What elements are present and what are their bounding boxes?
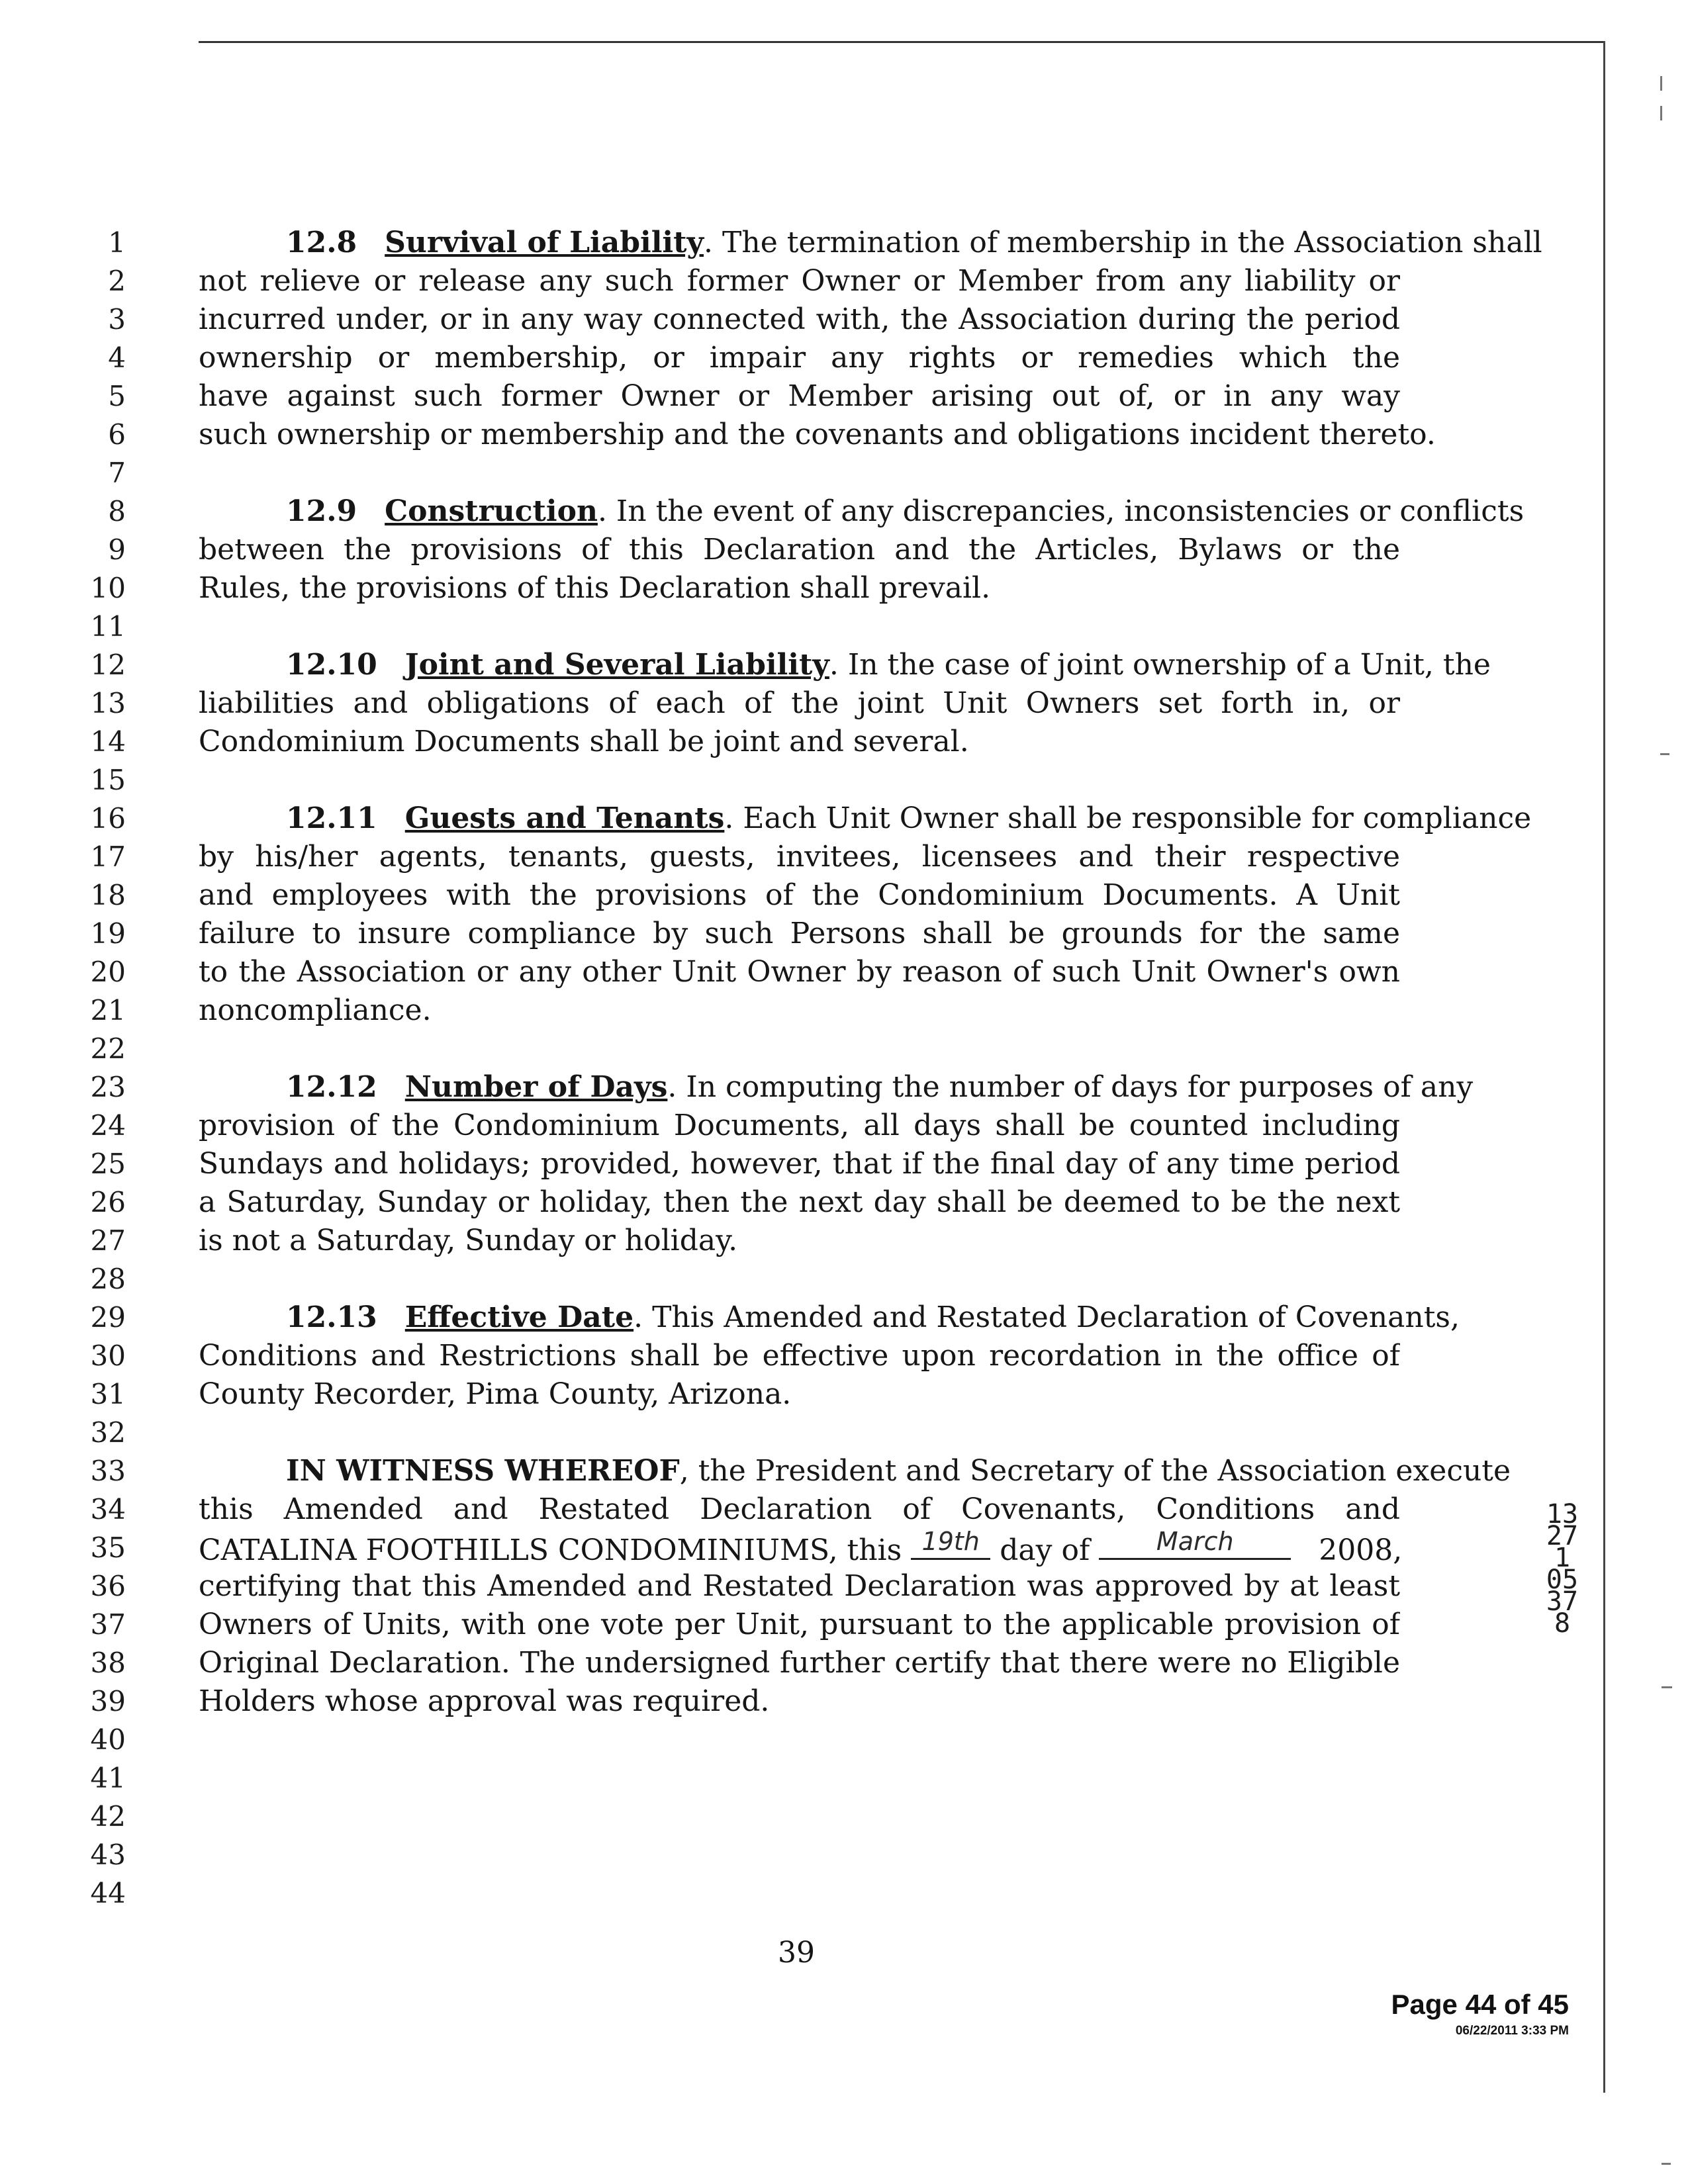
line-number: 20 [90,956,126,988]
recorder-datetime-stamp: 06/22/2011 3:33 PM [1455,2024,1569,2038]
line-number: 15 [90,764,126,796]
body-text-line: by his/her agents, tenants, guests, invitees, licensees and their respective [199,840,1400,874]
line-number: 2 [108,265,126,297]
line-number-column [0,0,152,2184]
body-text-line: have against such former Owner or Member arising out of, or in any way [199,379,1400,413]
line-number: 18 [90,879,126,911]
line-number: 37 [90,1608,126,1641]
line-number: 26 [90,1186,126,1218]
body-text-line: liabilities and obligations of each of the joint Unit Owners set forth in, or [199,686,1400,720]
section-number: 12.13 [286,1300,377,1334]
right-border-rule [1603,41,1605,2093]
witness-heading-line [286,1452,1511,1490]
body-text: . This Amended and Restated Declaration of Covenants, [633,1300,1460,1334]
section-12-13-heading-line [286,1298,1460,1337]
line-number: 35 [90,1531,126,1564]
section-title: Construction [385,494,598,528]
line-number: 1 [108,226,126,259]
line-number: 7 [108,457,126,489]
line-number: 9 [108,533,126,566]
line-number: 39 [90,1685,126,1717]
body-text-line: certifying that this Amended and Restated Declaration was approved by at least [199,1569,1400,1603]
line-number: 28 [90,1263,126,1295]
day-blank [911,1529,990,1560]
body-text-line: Holders whose approval was required. [199,1684,770,1718]
section-title: Joint and Several Liability [404,648,829,682]
body-text-line: noncompliance. [199,993,432,1027]
line-number: 5 [108,380,126,412]
body-text-line: Conditions and Restrictions shall be effective upon recordation in the office of [199,1339,1400,1373]
body-text-line: Rules, the provisions of this Declaration shall prevail. [199,571,991,605]
line-number: 11 [90,610,126,643]
body-text-line: is not a Saturday, Sunday or holiday. [199,1224,738,1257]
line-number: 6 [108,418,126,451]
section-number: 12.12 [286,1070,377,1104]
section-title: Survival of Liability [385,226,704,259]
body-text: . In the case of joint ownership of a Unit, the [829,648,1491,682]
line-number: 34 [90,1493,126,1525]
scan-mark [1662,2163,1671,2165]
year-text: 2008, [1319,1533,1403,1567]
line-number: 4 [108,341,126,374]
scan-mark [1660,106,1662,120]
body-text-line: Original Declaration. The undersigned further certify that there were no Eligible [199,1646,1400,1680]
top-border-rule [199,41,1605,43]
line-number: 19 [90,917,126,950]
line-number: 24 [90,1109,126,1142]
line-number: 40 [90,1723,126,1756]
body-text-line: ownership or membership, or impair any rights or remedies which the [199,341,1400,375]
line-number: 32 [90,1416,126,1449]
line-number: 23 [90,1071,126,1103]
recording-number-stamp: 13271 05378 [1546,1499,1579,1639]
body-text-line: between the provisions of this Declaration and the Articles, Bylaws or the [199,533,1400,567]
line-number: 22 [90,1032,126,1065]
body-text-line: Owners of Units, with one vote per Unit, pursuant to the applicable provision of [199,1608,1400,1641]
line-number: 43 [90,1839,126,1871]
line-number: 42 [90,1800,126,1833]
body-text: . In the event of any discrepancies, inconsistencies or conflicts [597,494,1524,528]
witness-date-line [199,1527,1403,1570]
body-text-line: and employees with the provisions of the Condominium Documents. A Unit [199,878,1400,912]
body-text-line: to the Association or any other Unit Owner by reason of such Unit Owner's own [199,955,1400,989]
section-title: Number of Days [404,1070,668,1104]
line-number: 30 [90,1340,126,1372]
page-number: 39 [778,1936,815,1970]
section-12-12-heading-line [286,1068,1474,1107]
body-text-line: Sundays and holidays; provided, however, that if the final day of any time period [199,1147,1400,1181]
section-12-10-heading-line [286,646,1491,684]
line-number: 3 [108,303,126,336]
scan-mark [1660,76,1662,91]
body-text-line: this Amended and Restated Declaration of Covenants, Conditions and [199,1492,1400,1526]
line-number: 13 [90,687,126,719]
body-text: CATALINA FOOTHILLS CONDOMINIUMS, this [199,1533,902,1567]
line-number: 10 [90,572,126,604]
body-text: . The termination of membership in the Association shall [704,226,1542,259]
line-number: 16 [90,802,126,835]
recorder-page-stamp: Page 44 of 45 [1391,1989,1569,2020]
section-number: 12.10 [286,648,377,682]
section-number: 12.11 [286,801,377,835]
witness-lead: IN WITNESS WHEREOF [286,1454,680,1488]
body-text-line: a Saturday, Sunday or holiday, then the next day shall be deemed to be the next [199,1185,1400,1219]
line-number: 17 [90,841,126,873]
body-text-line: not relieve or release any such former Owner or Member from any liability or [199,264,1400,298]
scan-mark [1660,753,1669,755]
body-text-line: County Recorder, Pima County, Arizona. [199,1377,792,1411]
section-title: Guests and Tenants [404,801,725,835]
line-number: 25 [90,1148,126,1180]
body-text-line: Condominium Documents shall be joint and several. [199,725,969,758]
body-text-line: such ownership or membership and the covenants and obligations incident thereto. [199,418,1436,451]
line-number: 31 [90,1378,126,1410]
body-text: . In computing the number of days for purposes of any [667,1070,1474,1104]
line-number: 38 [90,1647,126,1679]
scan-mark [1662,1686,1672,1688]
body-text: , the President and Secretary of the Association execute [679,1454,1511,1488]
section-12-9-heading-line [286,492,1524,531]
line-number: 44 [90,1877,126,1909]
line-number: 33 [90,1455,126,1487]
line-number: 29 [90,1301,126,1334]
line-number: 27 [90,1224,126,1257]
section-12-11-heading-line [286,799,1532,838]
line-number: 8 [108,495,126,527]
body-text-line: provision of the Condominium Documents, all days shall be counted including [199,1109,1400,1142]
body-text-line: incurred under, or in any way connected with, the Association during the period [199,302,1400,336]
line-number: 14 [90,725,126,758]
line-number: 41 [90,1762,126,1794]
section-number: 12.9 [286,494,357,528]
section-number: 12.8 [286,226,357,259]
section-title: Effective Date [404,1300,634,1334]
body-text: day of [1000,1533,1090,1567]
line-number: 21 [90,994,126,1026]
handwritten-day: 19th [921,1527,980,1556]
section-12-8-heading-line [286,224,1542,262]
body-text-line: failure to insure compliance by such Persons shall be grounds for the same [199,917,1400,950]
line-number: 12 [90,649,126,681]
handwritten-month: March [1156,1527,1234,1556]
body-text: . Each Unit Owner shall be responsible for compliance [724,801,1532,835]
month-blank [1099,1529,1291,1560]
line-number: 36 [90,1570,126,1602]
